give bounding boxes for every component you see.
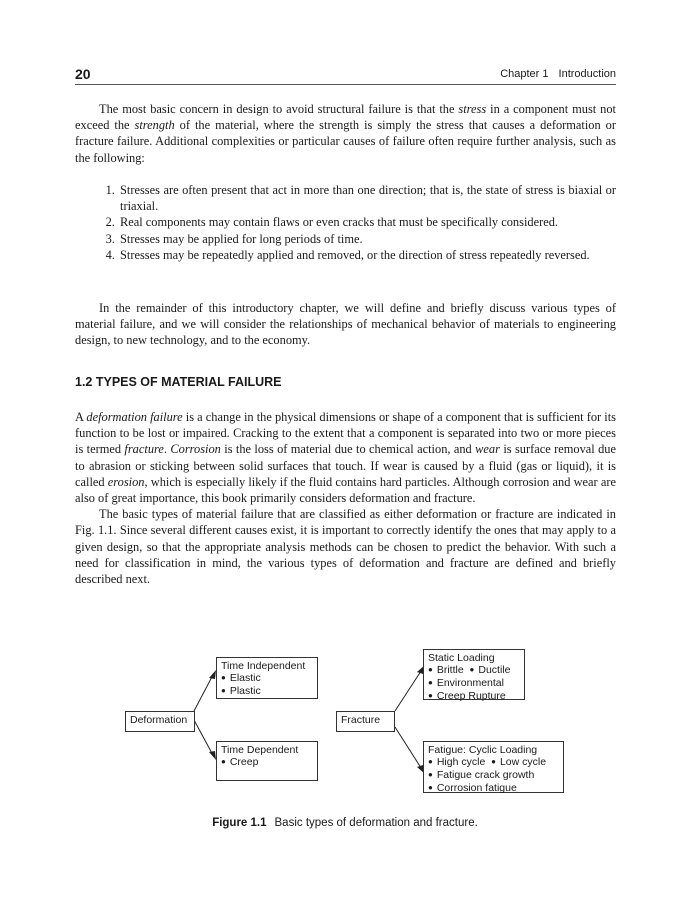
static-loading-title: Static Loading <box>428 652 495 664</box>
text-run: is a change in the physical dimensions or shape of a component that is sufficient for its function to be lost or impaired. Cracking to the extent that a component is separated into two or more pieces is termed <box>75 410 616 457</box>
creep-item: ● Creep <box>221 756 313 769</box>
complexity-list <box>75 182 616 263</box>
text-run: The most basic concern in design to avoid structural failure is that the <box>99 102 459 116</box>
fatigue-box <box>423 741 564 793</box>
connector-fracture-static <box>395 668 423 711</box>
high-cycle-item: ● High cycle <box>428 756 485 768</box>
section-heading: 1.2 TYPES OF MATERIAL FAILURE <box>75 375 282 389</box>
time-dependent-box <box>216 741 318 781</box>
plastic-item: ● Plastic <box>221 685 313 698</box>
classification-paragraph: The basic types of material failure that are classified as either deformation or fracture are indicated in Fig. 1.1. Since several different causes exist, it is important to correctly identify the ones that may apply to a given design, so that the appropriate analysis methods can be chosen to predict the behavior. With such a need for classification in mind, the various types of deformation and fracture are defined and briefly described next. <box>75 507 616 587</box>
low-cycle-item: ● Low cycle <box>491 756 546 768</box>
fracture-box <box>336 711 395 732</box>
figure-caption <box>0 817 690 829</box>
time-independent-box <box>216 657 318 699</box>
list-item: 2. Real components may contain flaws or even cracks that must be specifically considered. <box>118 214 616 230</box>
text-run: in a component must not exceed the <box>75 102 616 133</box>
text-run: . <box>163 442 171 457</box>
chapter-title: Introduction <box>558 68 616 80</box>
chapter-label: Chapter 1 <box>500 68 549 80</box>
running-header <box>75 66 616 85</box>
emphasis-wear: wear <box>475 442 500 457</box>
page-number: 20 <box>75 66 91 82</box>
elastic-item: ● Elastic <box>221 672 313 685</box>
text-run: In the remainder of this introductory chapter, we will define and briefly discuss various types of material failure, and we will consider the relationships of mechanical behavior of materials to engineering design, to new technology, and to the economy. <box>75 301 616 348</box>
list-item: 3. Stresses may be applied for long periods of time. <box>118 231 616 247</box>
emphasis-stress: stress <box>458 102 487 116</box>
connector-deformation-time-independent <box>194 673 214 711</box>
text-run: , which is especially likely if the fluid contains hard particles. Although corrosion and wear are also of great importance, this book primarily considers deformation and fracture. <box>75 474 616 506</box>
text-run: A <box>75 410 87 424</box>
time-dependent-title: Time Dependent <box>221 744 299 756</box>
emphasis-fracture: fracture <box>124 442 164 457</box>
emphasis-erosion: erosion <box>107 474 145 489</box>
chapter-outline-paragraph <box>75 300 616 349</box>
deformation-label: Deformation <box>130 714 188 726</box>
arrowhead-time-independent <box>209 670 216 679</box>
static-loading-box <box>423 649 525 700</box>
figure-label: Figure 1.1 <box>212 817 267 829</box>
corrosion-fatigue-item: ● Corrosion fatigue <box>428 782 559 795</box>
fracture-label: Fracture <box>341 714 381 726</box>
figure-caption-text: Basic types of deformation and fracture. <box>274 817 478 829</box>
connector-deformation-time-dependent <box>194 720 214 757</box>
creep-rupture-item: ● Creep Rupture <box>428 690 520 703</box>
arrowhead-time-dependent <box>209 751 216 760</box>
text-run: is the loss of material due to chemical action, and <box>220 442 476 457</box>
environmental-item: ● Environmental <box>428 677 520 690</box>
deformation-box <box>125 711 195 732</box>
list-item: 4. Stresses may be repeatedly applied and removed, or the direction of stress repeatedly reversed. <box>118 247 616 263</box>
connector-fracture-fatigue <box>395 727 423 771</box>
intro-paragraph <box>75 101 616 166</box>
text-run: of the material, where the strength is simply the stress that causes a deformation or fracture failure. Additional complexities or particular causes of failure often require further analysis, such as the following: <box>75 118 616 165</box>
emphasis-strength: strength <box>134 118 175 133</box>
text-run: is surface removal due to abrasion or sticking between solid surfaces that touch. If wear is caused by a fluid (gas or liquid), it is called <box>75 442 616 489</box>
failure-definition-paragraph <box>75 409 616 587</box>
list-item: 1. Stresses are often present that act in more than one direction; that is, the state of stress is biaxial or triaxial. <box>118 182 616 214</box>
emphasis-corrosion: Corrosion <box>170 442 221 457</box>
ductile-item: ● Ductile <box>470 664 511 676</box>
running-head <box>500 68 616 80</box>
fatigue-crack-growth-item: ● Fatigue crack growth <box>428 769 559 782</box>
fatigue-title: Fatigue: Cyclic Loading <box>428 744 538 756</box>
time-independent-title: Time Independent <box>221 660 306 672</box>
emphasis-deformation-failure: deformation failure <box>86 410 183 424</box>
brittle-item: ● Brittle <box>428 664 464 676</box>
